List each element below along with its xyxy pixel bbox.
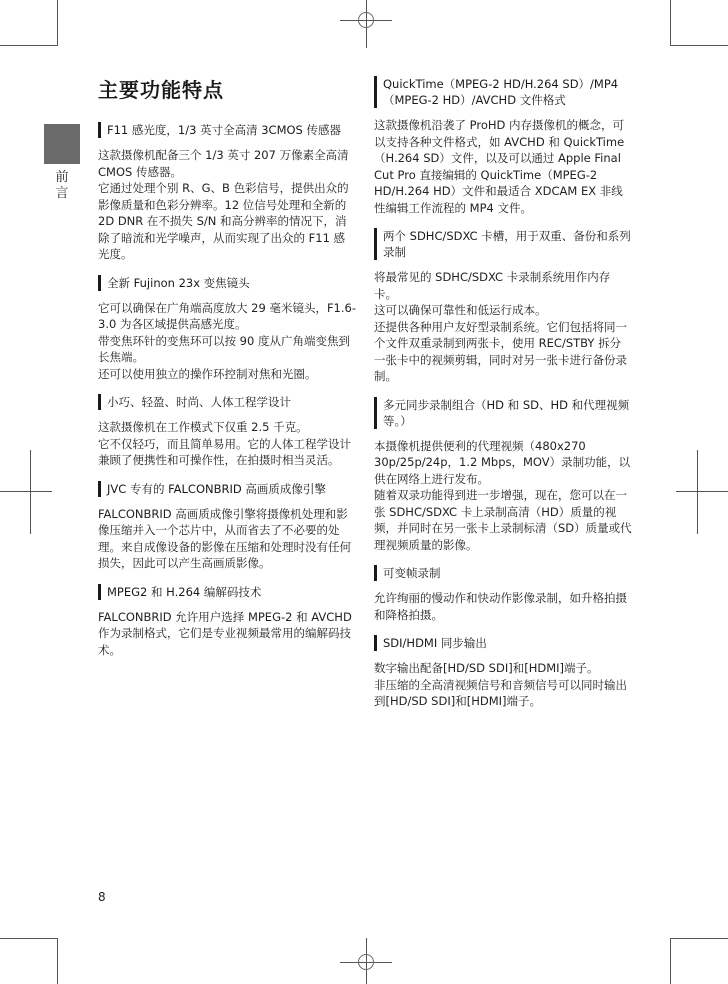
- section-body: [98, 419, 356, 469]
- paragraph: 本摄像机提供便利的代理视频（480x270 30p/25p/24p，1.2 Mbps，MOV）录制功能，以供在网络上进行发布。: [374, 438, 631, 486]
- feature-section: [374, 76, 632, 216]
- section-heading: MPEG2 和 H.264 编解码技术: [98, 584, 356, 600]
- section-body: [98, 609, 356, 659]
- feature-section: [374, 228, 632, 385]
- section-body: [374, 117, 632, 216]
- paragraph: 数字输出配备[HD/SD SDI]和[HDMI]端子。: [374, 661, 599, 675]
- paragraph: 它不仅轻巧，而且简单易用。它的人体工程学设计兼顾了便携性和可操作性，在拍摄时相当灵活。: [98, 436, 351, 467]
- paragraph: 带变焦环针的变焦环可以按 90 度从广角端变焦到长焦端。: [98, 333, 350, 364]
- section-heading: 小巧、轻盈、时尚、人体工程学设计: [98, 394, 356, 410]
- section-body: [98, 300, 356, 383]
- paragraph: FALCONBRID 允许用户选择 MPEG-2 和 AVCHD 作为录制格式，它们是专业视频最常用的编解码技术。: [98, 609, 352, 657]
- paragraph: 它可以确保在广角端高度放大 29 毫米镜头，F1.6-3.0 为各区域提供高感光度。: [98, 300, 356, 331]
- section-heading: F11 感光度，1/3 英寸全高清 3CMOS 传感器: [98, 122, 356, 138]
- paragraph: 这款摄像机在工作模式下仅重 2.5 千克。: [98, 420, 308, 434]
- page-number: 8: [98, 890, 106, 904]
- section-body: [374, 590, 632, 623]
- paragraph: 还提供各种用户友好型录制系统。它们包括将同一个文件双重录制到两张卡，使用 REC/STBY 拆分一张卡中的视频剪辑，同时对另一张卡进行备份录制。: [374, 319, 627, 383]
- feature-section: [374, 635, 632, 710]
- page-title: 主要功能特点: [98, 78, 224, 102]
- feature-section: [98, 122, 356, 263]
- paragraph: FALCONBRID 高画质成像引擎将摄像机处理和影像压缩并入一个芯片中，从而省去了不必要的处理。来自成像设备的影像在压缩和处理时没有任何损失，因此可以产生高画质影像。: [98, 506, 351, 570]
- chapter-tab-marker: [44, 124, 80, 164]
- paragraph: 将最常见的 SDHC/SDXC 卡录制系统用作内存卡。: [374, 270, 611, 301]
- section-heading: 可变帧录制: [374, 565, 632, 581]
- feature-section: [98, 275, 356, 383]
- paragraph: 随着双录功能得到进一步增强，现在，您可以在一张 SDHC/SDXC 卡上录制高清（HD）质量的视频，并同时在另一张卡上录制标清（SD）质量或代理视频质量的影像。: [374, 488, 632, 552]
- section-body: [98, 506, 356, 572]
- section-heading: QuickTime（MPEG-2 HD/H.264 SD）/MP4（MPEG-2 HD）/AVCHD 文件格式: [374, 76, 632, 108]
- feature-section: [98, 481, 356, 572]
- section-body: [374, 269, 632, 385]
- section-heading: 全新 Fujinon 23x 变焦镜头: [98, 275, 356, 291]
- feature-section: [374, 565, 632, 623]
- section-body: [374, 438, 632, 554]
- paragraph: 允许绚丽的慢动作和快动作影像录制，如升格拍摄和降格拍摄。: [374, 591, 627, 622]
- feature-section: [374, 397, 632, 554]
- left-column: [98, 76, 356, 670]
- paragraph: 它通过处理个别 R、G、B 色彩信号，提供出众的影像质量和色彩分辨率。12 位信号处理和全新的 2D DNR 在不损失 S/N 和高分辨率的情况下，消除了暗流和光学噪声，从而实现了出众的 F11 感光度。: [98, 181, 349, 261]
- feature-section: [98, 584, 356, 659]
- paragraph: 这可以确保可靠性和低运行成本。: [374, 303, 547, 317]
- feature-section: [98, 394, 356, 469]
- paragraph: 这款摄像机沿袭了 ProHD 内存摄像机的概念，可以支持各种文件格式，如 AVCHD 和 QuickTime（H.264 SD）文件，以及可以通过 Apple Final Cut Pro 直接编辑的 QuickTime（MPEG-2 HD/H.264 HD）文件和最适合 XDCAM EX 非线性编辑工作流程的 MP4 文件。: [374, 118, 625, 215]
- section-heading: JVC 专有的 FALCONBRID 高画质成像引擎: [98, 481, 356, 497]
- section-heading: SDI/HDMI 同步输出: [374, 635, 632, 651]
- paragraph: 非压缩的全高清视频信号和音频信号可以同时输出到[HD/SD SDI]和[HDMI]端子。: [374, 677, 627, 708]
- section-heading: 两个 SDHC/SDXC 卡槽，用于双重、备份和系列录制: [374, 228, 632, 260]
- paragraph: 这款摄像机配备三个 1/3 英寸 207 万像素全高清 CMOS 传感器。: [98, 148, 349, 179]
- section-body: [98, 147, 356, 263]
- section-body: [374, 660, 632, 710]
- right-column: [374, 76, 632, 722]
- paragraph: 还可以使用独立的操作环控制对焦和光圈。: [98, 366, 317, 381]
- section-heading: 多元同步录制组合（HD 和 SD、HD 和代理视频等。）: [374, 397, 632, 429]
- chapter-side-label: 前 言: [55, 170, 69, 201]
